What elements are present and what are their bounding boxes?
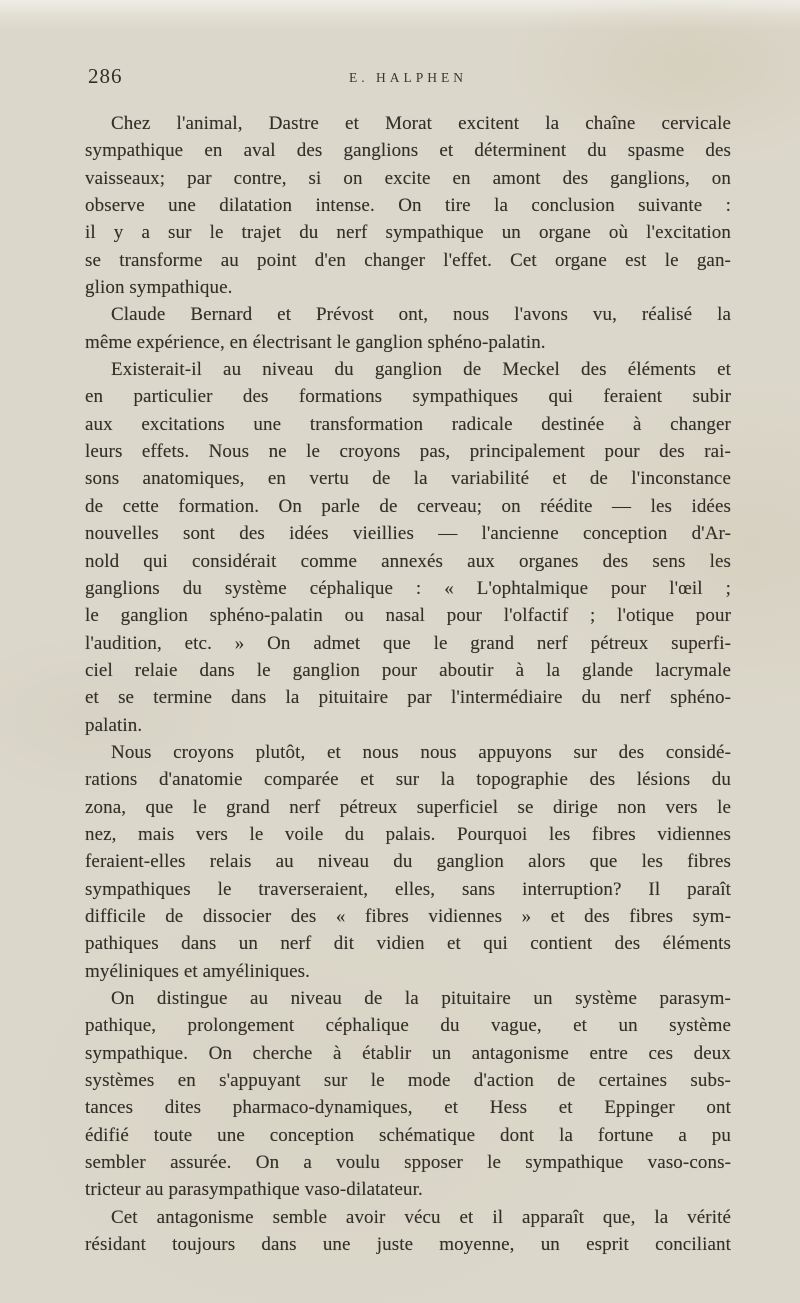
text-line: le ganglion sphéno-palatin ou nasal pour l'olfactif ; l'otique pour (85, 605, 731, 627)
text-line: tances dites pharmaco-dynamiques, et Hess et Eppinger ont (85, 1097, 731, 1119)
text-line: ciel relaie dans le ganglion pour aboutir à la glande lacrymale (85, 659, 731, 681)
text-line: glion sympathique. (85, 277, 233, 299)
text-line: Existerait-il au niveau du ganglion de Meckel des éléments et (111, 359, 731, 381)
paragraph (85, 1204, 731, 1259)
text-line: nouvelles sont des idées vieillies — l'ancienne conception d'Ar- (85, 523, 731, 545)
text-line: Chez l'animal, Dastre et Morat excitent la chaîne cervicale (111, 113, 731, 134)
text-line: édifié toute une conception schématique dont la fortune a pu (85, 1124, 731, 1146)
text-line: sympathiques le traverseraient, elles, sans interruption? Il paraît (85, 878, 731, 900)
text-line: sembler assurée. On a voulu spposer le sympathique vaso-cons- (85, 1152, 731, 1174)
text-line: Cet antagonisme semble avoir vécu et il apparaît que, la vérité (111, 1206, 731, 1228)
text-line: rations d'anatomie comparée et sur la topographie des lésions du (85, 769, 731, 791)
paragraph (85, 110, 731, 301)
paragraph (85, 739, 731, 985)
text-line: feraient-elles relais au niveau du ganglion alors que les fibres (85, 851, 731, 873)
paragraph (85, 301, 731, 356)
text-line: l'audition, etc. » On admet que le grand nerf pétreux superfi- (85, 632, 731, 654)
text-line: se transforme au point d'en changer l'effet. Cet organe est le gan- (85, 249, 731, 271)
text-line: pathique, prolongement céphalique du vague, et un système (85, 1015, 731, 1037)
page-body (85, 110, 731, 1258)
text-line: leurs effets. Nous ne le croyons pas, principalement pour des rai- (85, 441, 731, 463)
text-line: même expérience, en électrisant le ganglion sphéno-palatin. (85, 331, 546, 353)
text-line: nez, mais vers le voile du palais. Pourquoi les fibres vidiennes (85, 823, 731, 845)
text-line: vaisseaux; par contre, si on excite en amont des ganglions, on (85, 167, 731, 189)
text-line: difficile de dissocier des « fibres vidiennes » et des fibres sym- (85, 905, 731, 927)
text-line: en particulier des formations sympathiques qui feraient subir (85, 386, 731, 408)
text-line: il y a sur le trajet du nerf sympathique un organe où l'excitation (85, 222, 731, 244)
text-line: Nous croyons plutôt, et nous nous appuyons sur des considé- (111, 741, 731, 763)
text-line: sons anatomiques, en vertu de la variabilité et de l'inconstance (85, 468, 731, 490)
page-number: 286 (88, 64, 123, 88)
running-title: E. HALPHEN (349, 70, 467, 85)
running-head (85, 64, 731, 92)
text-line: résidant toujours dans une juste moyenne, un esprit conciliant (85, 1234, 731, 1256)
text-line: Claude Bernard et Prévost ont, nous l'avons vu, réalisé la (111, 304, 731, 326)
paragraph (85, 356, 731, 739)
text-line: nold qui considérait comme annexés aux organes des sens les (85, 550, 731, 572)
text-line: palatin. (85, 714, 143, 736)
text-line: myéliniques et amyéliniques. (85, 960, 310, 982)
text-line: systèmes en s'appuyant sur le mode d'action de certaines subs- (85, 1070, 731, 1092)
text-line: zona, que le grand nerf pétreux superficiel se dirige non vers le (85, 796, 731, 818)
text-line: ganglions du système céphalique : « L'ophtalmique pour l'œil ; (85, 577, 731, 599)
text-line: observe une dilatation intense. On tire la conclusion suivante : (85, 195, 731, 217)
text-line: pathiques dans un nerf dit vidien et qui contient des éléments (85, 933, 731, 955)
text-line: aux excitations une transformation radicale destinée à changer (85, 413, 731, 435)
text-line: sympathique. On cherche à établir un antagonisme entre ces deux (85, 1042, 731, 1064)
text-line: de cette formation. On parle de cerveau; on réédite — les idées (85, 495, 731, 517)
text-line: sympathique en aval des ganglions et déterminent du spasme des (85, 140, 731, 162)
paragraph (85, 985, 731, 1204)
text-line: tricteur au parasympathique vaso-dilatateur. (85, 1179, 423, 1201)
text-line: On distingue au niveau de la pituitaire un système parasym- (111, 988, 731, 1009)
text-line: et se termine dans la pituitaire par l'intermédiaire du nerf sphéno- (85, 687, 731, 709)
